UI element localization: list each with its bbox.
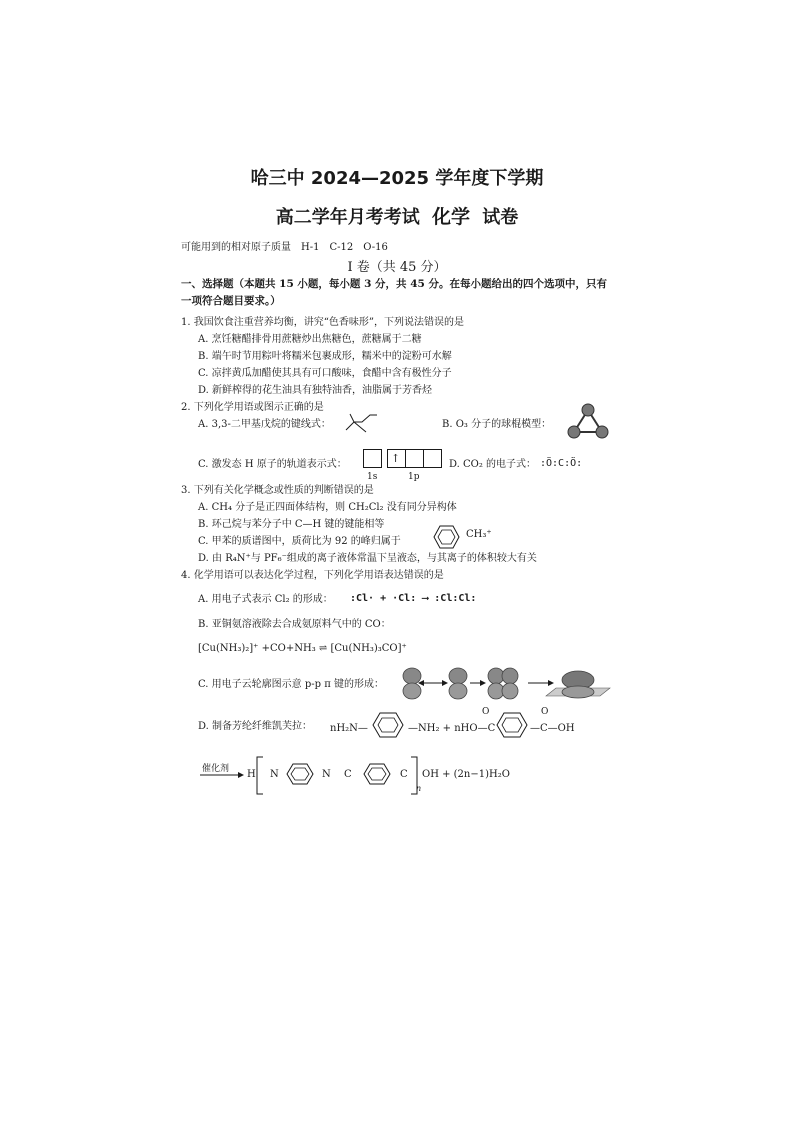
product-carbonyl-c: C: [400, 769, 408, 780]
q2-option-b: B. O₃ 分子的球棍模型：: [442, 419, 552, 430]
exam-prefix: 高二学年月考考试: [275, 207, 420, 228]
reaction-arrow-icon: [200, 772, 244, 778]
skeletal-formula-icon: [344, 412, 378, 434]
subject-name: 化学: [431, 206, 470, 228]
benzene-ring-icon: [285, 760, 315, 788]
q4-option-b: B. 亚铜氨溶液除去合成氨原料气中的 CO：: [198, 619, 391, 630]
kevlar-reactant-1: nH₂N—: [330, 723, 368, 734]
benzene-ring-icon: [362, 760, 392, 788]
q4-stem: 4. 化学用语可以表达化学过程，下列化学用语表达错误的是: [181, 570, 444, 581]
product-h: H: [247, 769, 256, 780]
q1-option-a: A. 烹饪糖醋排骨用蔗糖炒出焦糖色，蔗糖属于二糖: [198, 334, 422, 345]
product-carbonyl-c: C: [344, 769, 352, 780]
cl2-formation-formula: :Cl· + ·Cl: ⟶ :Cl:Cl:: [350, 593, 477, 604]
q3-stem: 3. 下列有关化学概念或性质的判断错误的是: [181, 485, 374, 496]
q3-option-a: A. CH₄ 分子是正四面体结构，则 CH₂Cl₂ 没有同分异构体: [198, 502, 457, 513]
benzene-ring-icon: [495, 708, 531, 742]
cu-complex-equation: [Cu(NH₃)₂]⁺ +CO+NH₃ ⇌ [Cu(NH₃)₃CO]⁺: [198, 643, 407, 654]
q4-option-d: D. 制备芳纶纤维凯芙拉：: [198, 721, 313, 732]
left-bracket-icon: [256, 756, 264, 796]
benzene-ring-icon: [426, 522, 466, 552]
product-amide-n: N: [322, 769, 331, 780]
q1-stem: 1. 我国饮食注重营养均衡，讲究“色香味形”，下列说法错误的是: [181, 317, 464, 328]
repeat-unit-n: n: [416, 784, 422, 793]
q4-option-a: A. 用电子式表示 Cl₂ 的形成：: [198, 594, 333, 605]
carbonyl-oxygen-label: O: [482, 707, 490, 717]
orbital-arrow: ↑: [391, 452, 401, 465]
ball-stick-model-icon: [566, 402, 610, 440]
q2-option-c: C. 激发态 H 原子的轨道表示式：: [198, 459, 347, 470]
q3-option-b: B. 环己烷与苯分子中 C—H 键的键能相等: [198, 519, 385, 530]
q1-option-c: C. 凉拌黄瓜加醋使其具有可口酸味，食醋中含有极性分子: [198, 368, 452, 379]
methyl-cation-label: CH₃⁺: [466, 529, 492, 540]
q3-option-c: C. 甲苯的质谱图中，质荷比为 92 的峰归属于: [198, 536, 401, 547]
benzene-ring-icon: [371, 708, 407, 742]
kevlar-reactant-end: —C—OH: [530, 723, 575, 734]
q3-option-d: D. 由 R₄N⁺与 PF₆⁻组成的离子液体常温下呈液态，与其离子的体积较大有关: [198, 553, 537, 564]
orbital-label-1p: 1p: [408, 472, 420, 482]
q1-option-b: B. 端午时节用粽叶将糯米包裹成形，糯米中的淀粉可水解: [198, 351, 452, 362]
volume-title: I 卷（共 45 分）: [347, 260, 447, 275]
exam-subtitle: [0, 202, 794, 229]
exam-suffix: 试卷: [482, 207, 519, 228]
orbital-label-1s: 1s: [367, 472, 378, 482]
product-amide-n: N: [270, 769, 279, 780]
q2-stem: 2. 下列化学用语或图示正确的是: [181, 402, 324, 413]
section-instructions: 一、选择题（本题共 15 小题，每小题 3 分，共 45 分。在每小题给出的四个选项中，只有一项符合题目要求。）: [181, 278, 607, 307]
q2-option-d: D. CO₂ 的电子式：: [449, 459, 537, 470]
q1-option-d: D. 新鲜榨得的花生油具有独特油香，油脂属于芳香烃: [198, 385, 433, 396]
orbital-diagram-icon: [363, 449, 445, 469]
q4-option-c: C. 用电子云轮廓图示意 p-p π 键的形成：: [198, 679, 384, 690]
product-tail: OH + (2n−1)H₂O: [422, 769, 510, 780]
catalyst-label: 催化剂: [202, 764, 230, 774]
kevlar-reactant-2: —NH₂ + nHO—C: [408, 723, 496, 734]
co2-electron-formula: :Ö:C:Ö:: [540, 458, 583, 469]
pp-pi-bond-cloud-icon: [400, 666, 612, 700]
q2-option-a: A. 3,3-二甲基戊烷的键线式：: [198, 419, 331, 430]
exam-title: 哈三中 2024—2025 学年度下学期: [250, 168, 544, 189]
carbonyl-oxygen-label: O: [541, 707, 549, 717]
atomic-mass-note: 可能用到的相对原子质量 H-1 C-12 O-16: [181, 242, 388, 253]
